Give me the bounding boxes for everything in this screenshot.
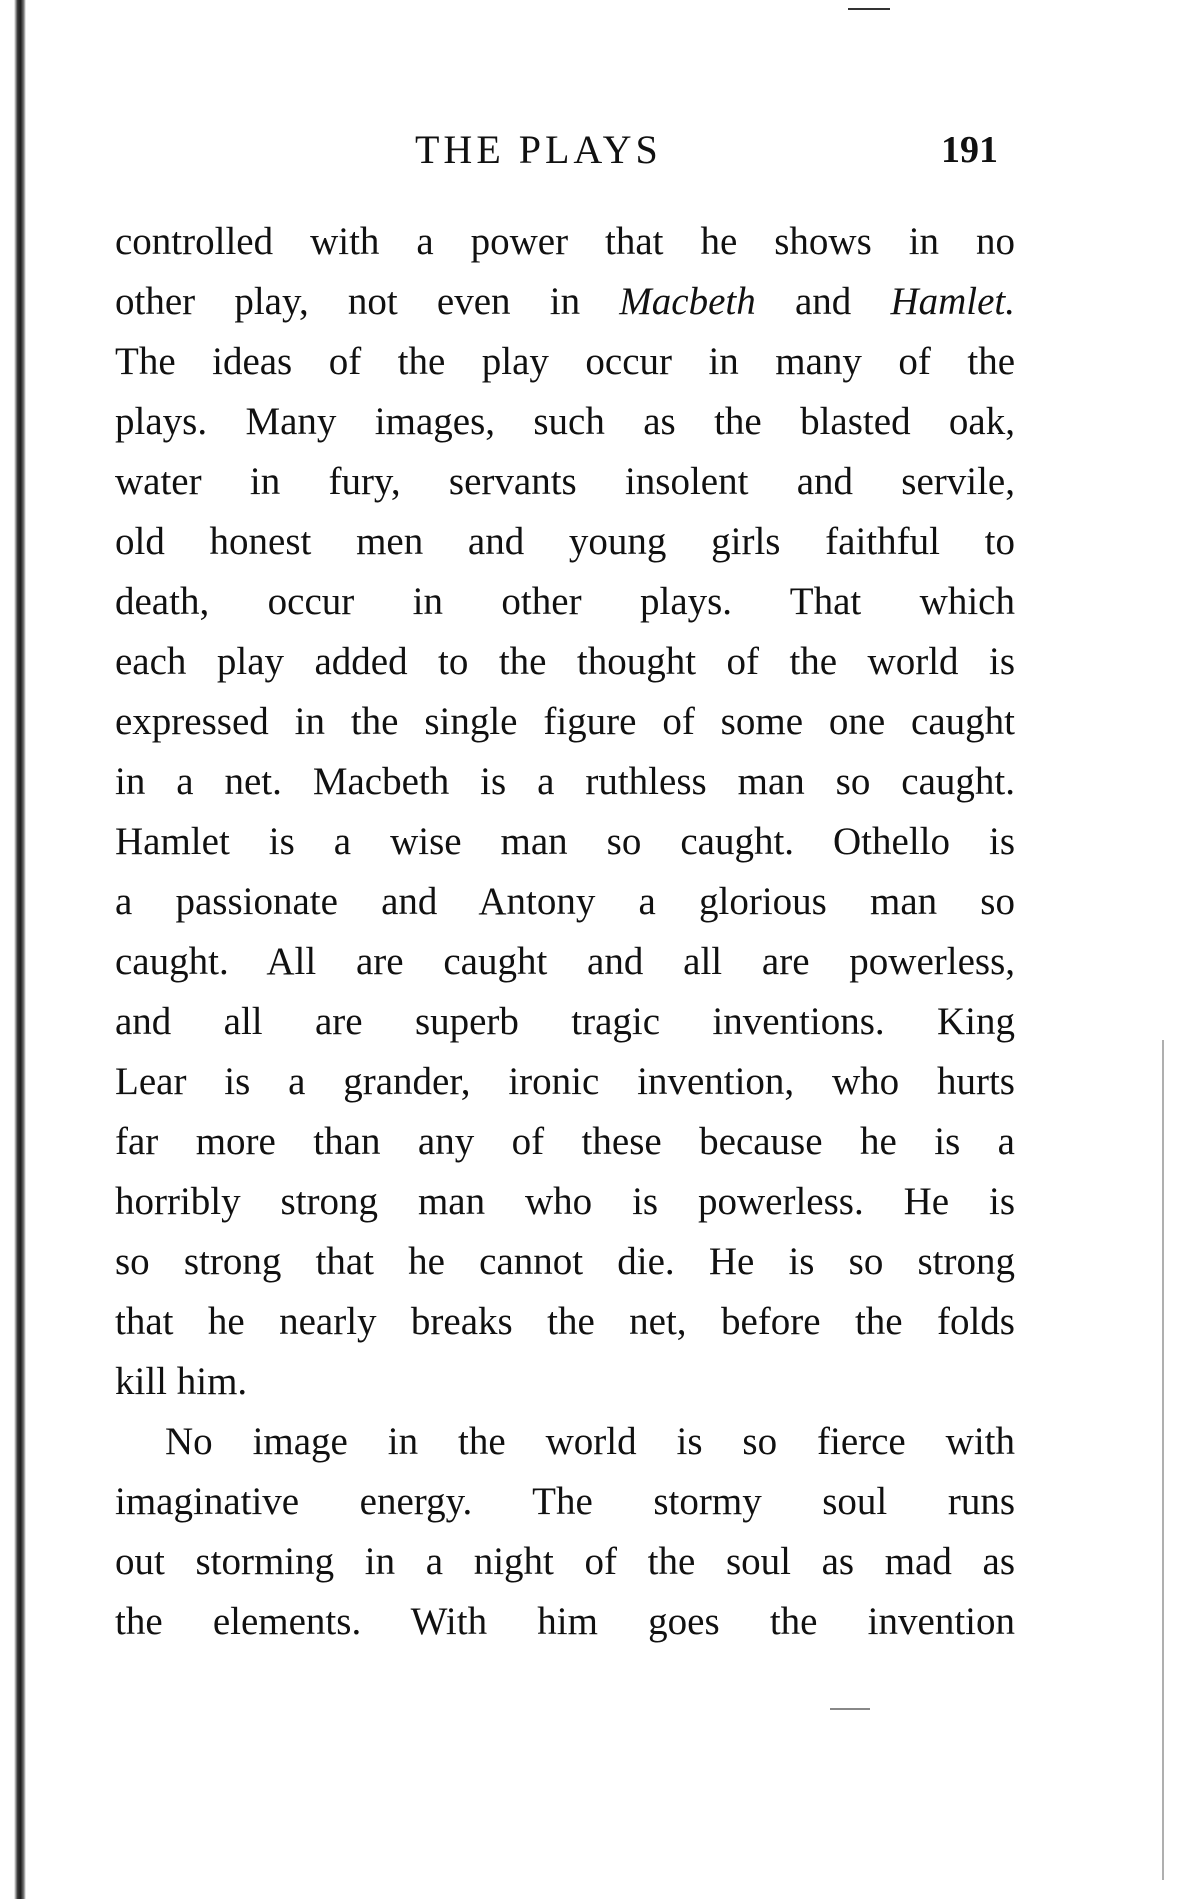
- running-title: THE PLAYS: [415, 127, 662, 172]
- text-line: the elements. With him goes the invention: [115, 1600, 1015, 1643]
- text-line: expressed in the single figure of some one caught: [115, 700, 1015, 743]
- text-line: Hamlet is a wise man so caught. Othello is: [115, 820, 1015, 863]
- play-title-macbeth: Macbeth: [619, 280, 756, 323]
- page-header: [115, 120, 1015, 180]
- text-line: plays. Many images, such as the blasted oak,: [115, 400, 1015, 443]
- text-line: The ideas of the play occur in many of the: [115, 340, 1015, 383]
- text-fragment: other play, not even in: [115, 280, 581, 323]
- page-edge-rule: [1162, 1040, 1164, 1880]
- text-line: that he nearly breaks the net, before the folds: [115, 1300, 1015, 1343]
- text-line: and all are superb tragic inventions. King: [115, 1000, 1015, 1043]
- text-line: [115, 272, 1015, 332]
- body-text: [115, 212, 1015, 1652]
- text-line: old honest men and young girls faithful to: [115, 520, 1015, 563]
- play-title-hamlet: Hamlet.: [890, 280, 1016, 323]
- page-number: 191: [941, 129, 998, 171]
- text-line: in a net. Macbeth is a ruthless man so caught.: [115, 760, 1015, 803]
- text-line: kill him.: [115, 1360, 248, 1403]
- text-line: death, occur in other plays. That which: [115, 580, 1015, 623]
- text-fragment: and: [794, 280, 852, 323]
- text-line: each play added to the thought of the world is: [115, 640, 1015, 683]
- text-line: controlled with a power that he shows in no: [115, 220, 1015, 263]
- text-line: out storming in a night of the soul as mad as: [115, 1540, 1015, 1583]
- text-line: caught. All are caught and all are powerless,: [115, 940, 1015, 983]
- text-line: Lear is a grander, ironic invention, who hurts: [115, 1060, 1015, 1103]
- scan-mark: [830, 1708, 870, 1710]
- text-line: imaginative energy. The stormy soul runs: [115, 1480, 1015, 1523]
- text-line: so strong that he cannot die. He is so strong: [115, 1240, 1015, 1283]
- scan-mark: [848, 8, 890, 10]
- text-line: No image in the world is so fierce with: [165, 1420, 1015, 1463]
- text-line: a passionate and Antony a glorious man so: [115, 880, 1015, 923]
- text-line: far more than any of these because he is a: [115, 1120, 1015, 1163]
- text-line: water in fury, servants insolent and servile,: [115, 460, 1015, 503]
- binding-edge: [14, 0, 26, 1899]
- text-line: horribly strong man who is powerless. He is: [115, 1180, 1015, 1223]
